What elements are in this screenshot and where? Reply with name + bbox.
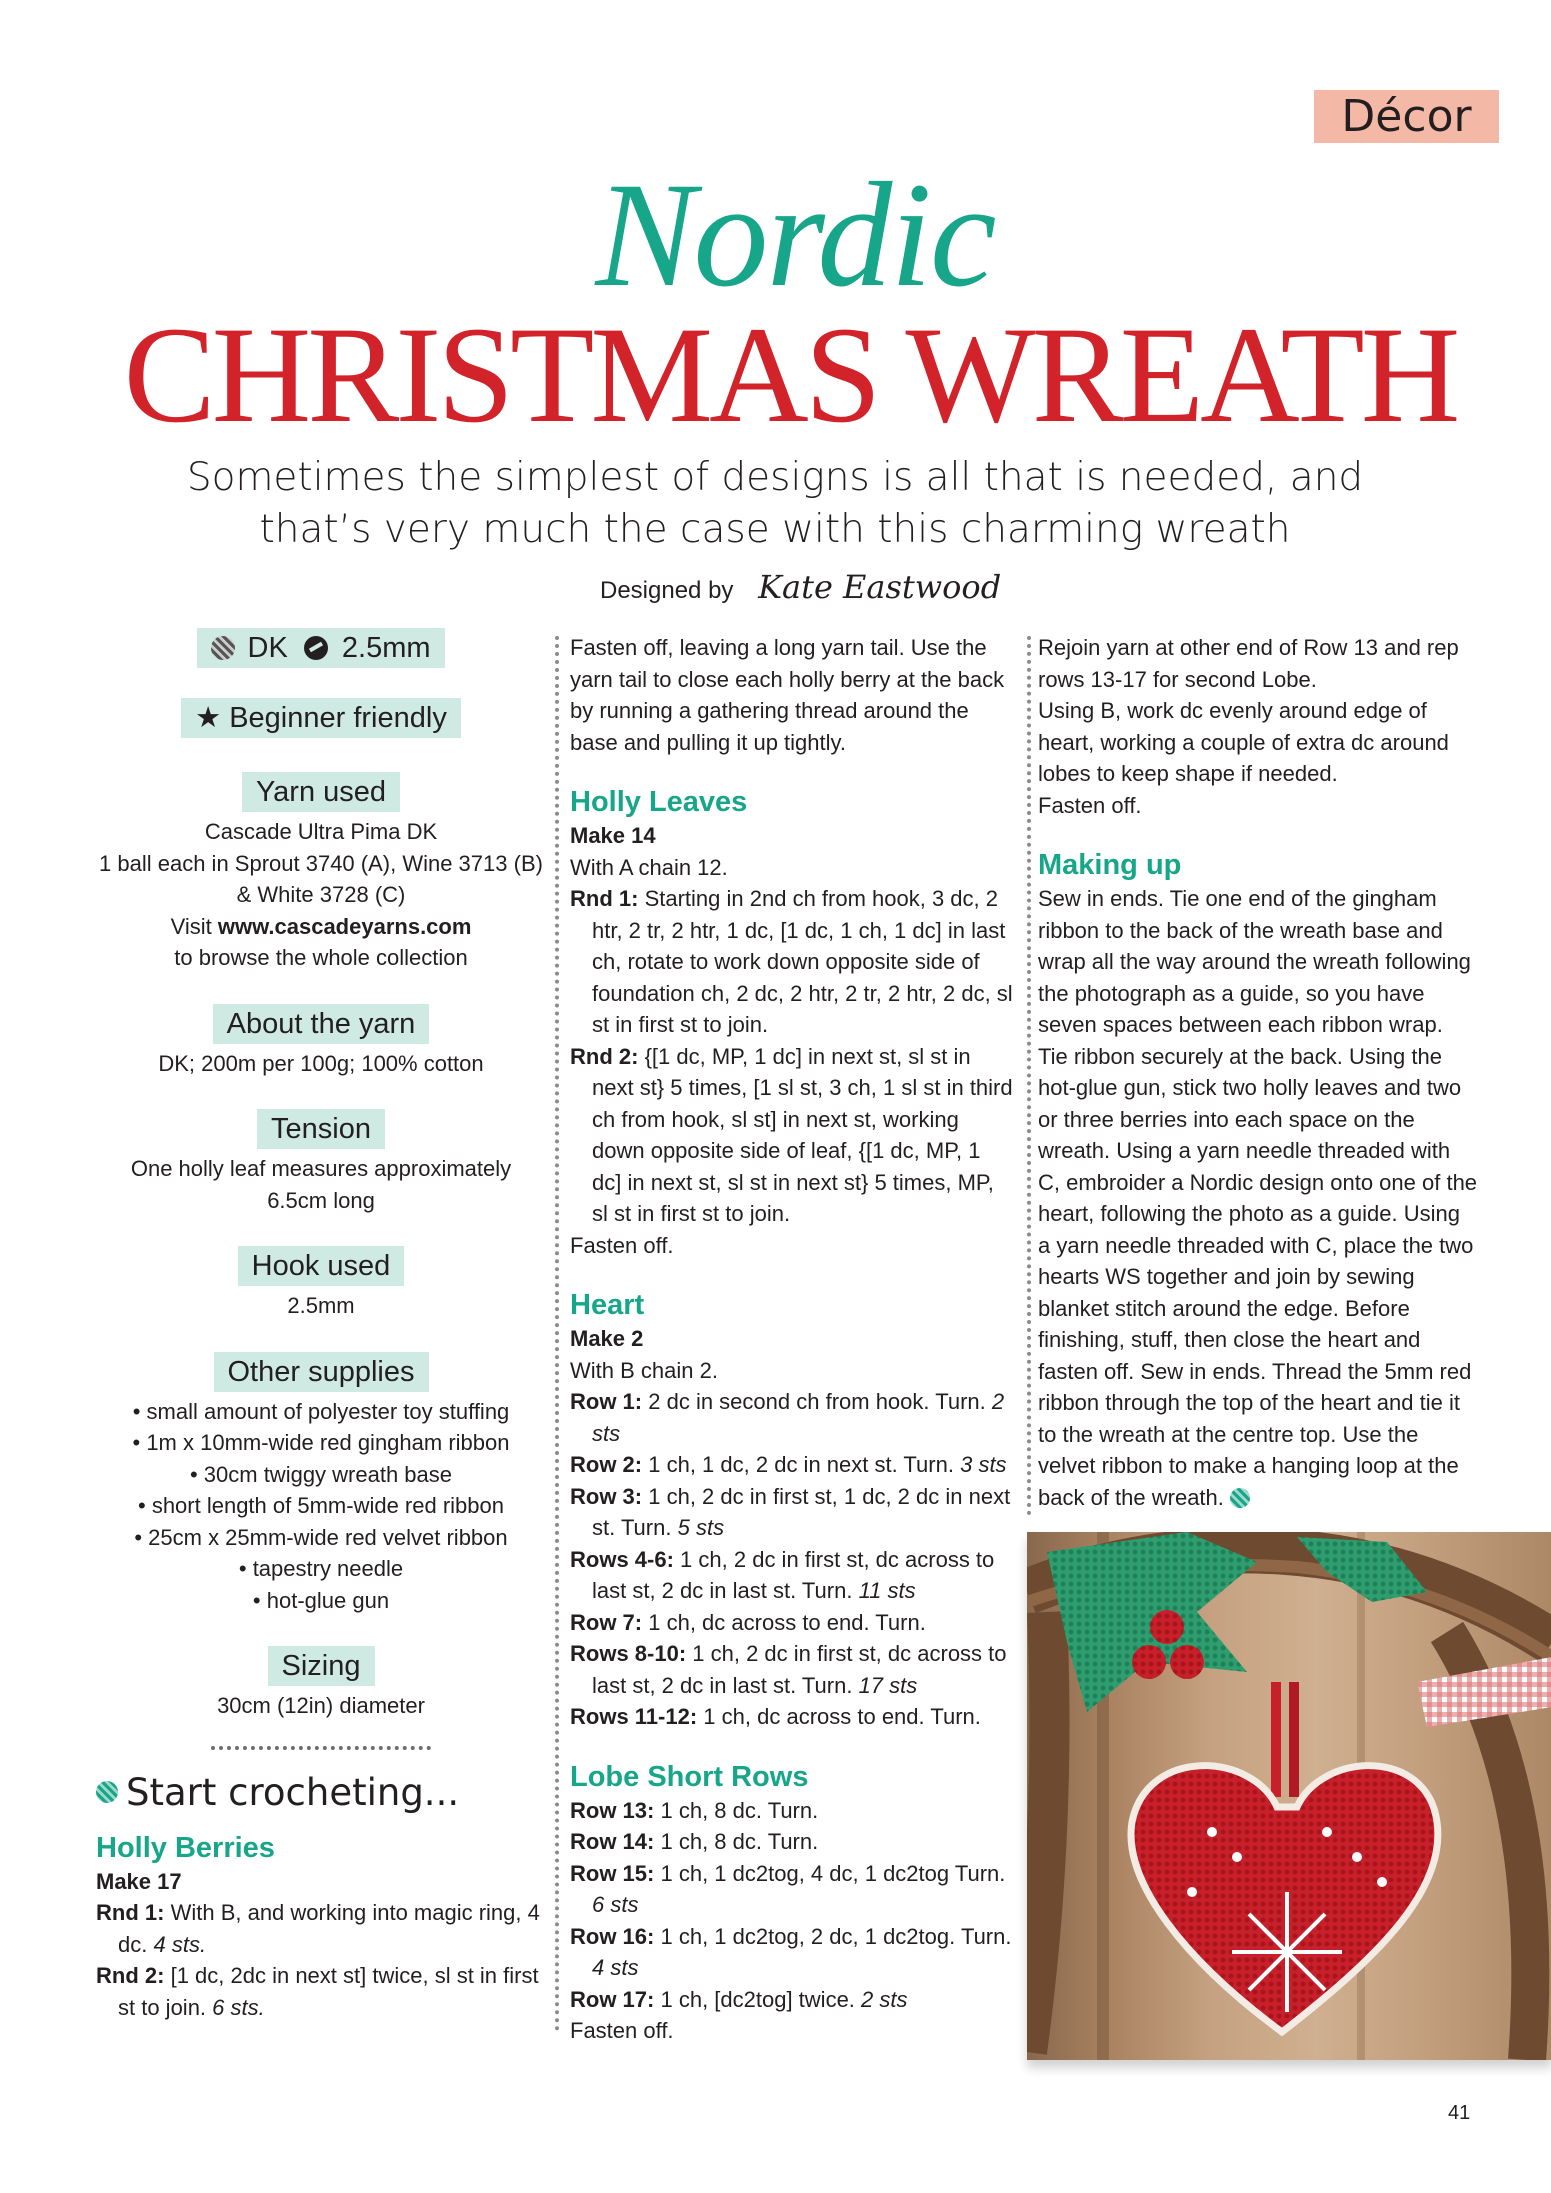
yarn-used-heading: Yarn used — [242, 772, 400, 812]
heart-make: Make 2 — [570, 1326, 644, 1351]
row-count: 6 sts — [592, 1892, 639, 1917]
pattern-column-2 — [570, 632, 1015, 2047]
row-text: 1 ch, 1 dc2tog, 4 dc, 1 dc2tog Turn. — [660, 1860, 1006, 1886]
hook-used-heading: Hook used — [238, 1246, 405, 1286]
yarn-used-line2: 1 ball each in Sprout 3740 (A), Wine 3713 (B) & White 3728 (C) — [99, 850, 543, 907]
row-label: Rows 11-12: — [570, 1704, 698, 1729]
yarn-used-visit — [96, 911, 546, 943]
hook-size: 2.5mm — [341, 632, 431, 664]
column-divider — [555, 636, 559, 2032]
row-count: 6 sts. — [212, 1994, 265, 2020]
list-item: • 1m x 10mm-wide red gingham ribbon — [132, 1430, 510, 1455]
info-column — [96, 628, 546, 2023]
pattern-row — [96, 1897, 546, 1960]
row-text: 1 ch, dc across to end. Turn. — [703, 1704, 981, 1729]
holly-berries-make: Make 17 — [96, 1868, 182, 1894]
row-text: 2 dc in second ch from hook. Turn. — [648, 1389, 986, 1414]
yarn-url[interactable]: www.cascadeyarns.com — [217, 913, 472, 939]
level-pill — [181, 698, 461, 738]
row-text: 1 ch, 8 dc. Turn. — [660, 1797, 819, 1823]
second-lobe-text: Rejoin yarn at other end of Row 13 and rep rows 13-17 for second Lobe. — [1038, 635, 1459, 692]
edging-text: Using B, work dc evenly around edge of heart, working a couple of extra dc around lobes to keep shape if needed. — [1038, 698, 1449, 786]
start-crocheting-heading — [96, 1770, 546, 1816]
making-up-body: Sew in ends. Tie one end of the gingham ribbon to the back of the wreath base and wrap all the way around the wreath following the photograph as a guide, so you have seven spaces between each ribbon wrap. Tie ribbon securely at the back. Using the hot-glue gun, stick two holly leaves and two or three berries into each space on the wreath. Using a yarn needle threaded with C, embroider a Nordic design onto one of the heart, following the photo as a guide. Using a yarn needle threaded with C, place the two hearts WS together and join by sewing blanket stitch around the edge. Before finishing, stuff, then close the heart and fasten off. Sew in ends. Thread the 5mm red ribbon through the top of the heart and tie it to the wreath at the centre top. Use the velvet ribbon to make a hanging loop at the back of the wreath. — [1038, 886, 1478, 1510]
row-label: Rnd 1: — [570, 886, 639, 911]
hook-used-text: 2.5mm — [287, 1293, 355, 1318]
row-label: Row 15: — [570, 1860, 655, 1886]
list-item: • short length of 5mm-wide red ribbon — [138, 1493, 504, 1518]
row-count: 3 sts — [960, 1452, 1007, 1477]
list-item: • small amount of polyester toy stuffing — [132, 1398, 510, 1424]
hook-icon — [304, 636, 328, 660]
row-count: 5 sts — [677, 1515, 725, 1540]
row-label: Rows 4-6: — [570, 1546, 674, 1572]
row-label: Row 7: — [570, 1609, 643, 1635]
byline — [600, 562, 1100, 616]
holly-leaves-intro: With A chain 12. — [570, 854, 728, 880]
yarn-ball-end-icon — [1230, 1488, 1250, 1508]
tension-text: One holly leaf measures approximately 6.5cm long — [130, 1156, 512, 1213]
row-label: Row 14: — [570, 1829, 655, 1854]
list-item: • tapestry needle — [238, 1556, 404, 1581]
row-count: 17 sts — [858, 1672, 918, 1698]
photo-illustration — [1027, 1532, 1551, 2060]
pattern-row — [570, 1826, 1015, 1858]
row-text: 1 ch, 2 dc in first st, dc across to last st, 2 dc in last st. Turn. — [592, 1546, 995, 1603]
title-christmas-wreath: CHRISTMAS WREATH — [123, 298, 1457, 451]
row-text: With B, and working into magic ring, 4 dc. — [118, 1900, 540, 1957]
supplies-list — [96, 1396, 546, 1617]
pattern-row — [570, 883, 1015, 1041]
pattern-row — [570, 1701, 1015, 1733]
row-count: 11 sts — [858, 1578, 916, 1603]
list-item: • 30cm twiggy wreath base — [189, 1461, 453, 1487]
pattern-row — [96, 1960, 546, 2023]
heart-intro: With B chain 2. — [570, 1357, 718, 1383]
spec-pill — [197, 628, 444, 668]
pattern-row — [570, 1795, 1015, 1827]
row-label: Row 1: — [570, 1389, 643, 1414]
list-item: • 25cm x 25mm-wide red velvet ribbon — [134, 1524, 508, 1550]
dotted-divider — [211, 1746, 431, 1750]
holly-leaves-heading: Holly Leaves — [570, 786, 748, 818]
column-divider — [1027, 636, 1031, 1516]
row-label: Row 2: — [570, 1452, 643, 1477]
row-count: 4 sts. — [153, 1931, 207, 1957]
pattern-row — [570, 1638, 1015, 1701]
tension-heading: Tension — [257, 1109, 385, 1149]
row-text: 1 ch, 8 dc. Turn. — [660, 1829, 819, 1854]
row-count: 4 sts — [592, 1955, 639, 1980]
wreath-heart-photo — [1027, 1532, 1551, 2060]
yarn-ball-icon — [211, 636, 235, 660]
byline-label: Designed by — [600, 577, 734, 604]
holly-berries-heading: Holly Berries — [96, 1831, 275, 1864]
row-label: Row 3: — [570, 1483, 643, 1509]
about-yarn-text: DK; 200m per 100g; 100% cotton — [158, 1050, 484, 1076]
holly-berries-finish: Fasten off, leaving a long yarn tail. Use the yarn tail to close each holly berry at the back by running a gathering thread around the base and pulling it up tightly. — [570, 635, 1005, 755]
start-crocheting-text: Start crocheting... — [126, 1770, 460, 1814]
yarn-ball-icon — [96, 1781, 118, 1803]
holly-leaves-make: Make 14 — [570, 823, 656, 848]
level-label: Beginner friendly — [229, 702, 447, 734]
sizing-text: 30cm (12in) diameter — [217, 1693, 425, 1718]
pattern-row — [570, 1984, 1015, 2016]
pattern-row — [570, 1607, 1015, 1639]
visit-label: Visit — [170, 913, 212, 939]
page-number: 41 — [1448, 2102, 1471, 2124]
pattern-row — [570, 1449, 1015, 1481]
row-count: 2 sts — [861, 1986, 908, 2012]
about-yarn-heading: About the yarn — [213, 1004, 430, 1044]
list-item: • hot-glue gun — [252, 1587, 390, 1613]
row-label: Rnd 1: — [96, 1900, 165, 1925]
pattern-row — [570, 1041, 1015, 1230]
lobe-heading: Lobe Short Rows — [570, 1760, 809, 1793]
row-label: Rows 8-10: — [570, 1641, 687, 1666]
yarn-weight: DK — [247, 632, 288, 664]
row-label: Rnd 2: — [96, 1963, 165, 1988]
yarn-used-line1: Cascade Ultra Pima DK — [204, 819, 438, 844]
section-tag: Décor — [1314, 90, 1499, 143]
heart-rows — [570, 1386, 1015, 1733]
designer-signature: Kate Eastwood — [758, 568, 1002, 606]
row-label: Rnd 2: — [570, 1043, 639, 1069]
pattern-row — [570, 1858, 1015, 1921]
row-label: Row 16: — [570, 1923, 655, 1949]
row-text: Starting in 2nd ch from hook, 3 dc, 2 htr, 2 tr, 2 htr, 1 dc, [1 dc, 1 ch, 1 dc] in last ch, rotate to work down opposite side of foundation ch, 2 dc, 2 htr, 2 tr, 2 htr, 2 dc, sl st in first st to join. — [592, 886, 1013, 1037]
pattern-row — [570, 1921, 1015, 1984]
row-text: 1 ch, 2 dc in first st, dc across to last st, 2 dc in last st. Turn. — [592, 1641, 1007, 1698]
row-text: 1 ch, 2 dc in first st, 1 dc, 2 dc in next st. Turn. — [592, 1483, 1011, 1540]
holly-berries-section — [96, 1830, 546, 2024]
pattern-row — [570, 1544, 1015, 1607]
sizing-heading: Sizing — [268, 1646, 375, 1686]
holly-leaves-end: Fasten off. — [570, 1232, 674, 1258]
title-nordic: Nordic — [595, 152, 995, 318]
other-supplies-heading: Other supplies — [214, 1352, 429, 1392]
heart-heading: Heart — [570, 1289, 645, 1321]
pattern-row — [570, 1386, 1015, 1449]
lobe-end: Fasten off. — [570, 2018, 674, 2043]
row-text: 1 ch, [dc2tog] twice. — [660, 1986, 855, 2012]
making-up-text — [1038, 883, 1478, 1513]
fasten-off-text: Fasten off. — [1038, 792, 1142, 818]
row-text: 1 ch, 1 dc, 2 dc in next st. Turn. — [648, 1452, 954, 1477]
pattern-row — [570, 1481, 1015, 1544]
star-icon: ★ — [195, 702, 222, 734]
row-count: 2 sts — [592, 1389, 1005, 1446]
lobe-rows — [570, 1795, 1015, 2016]
row-text: {[1 dc, MP, 1 dc] in next st, sl st in next st} 5 times, [1 sl st, 3 ch, 1 sl st in third ch from hook, sl st] in next st, working down opposite side of leaf, {[1 dc, MP, 1 dc] in next st, sl st in next st} 5 times, MP, sl st in first st to join. — [592, 1043, 1013, 1226]
yarn-used-line3: to browse the whole collection — [174, 945, 468, 970]
row-label: Row 17: — [570, 1986, 655, 2012]
row-label: Row 13: — [570, 1797, 655, 1823]
pattern-column-3 — [1038, 632, 1478, 1513]
row-text: [1 dc, 2dc in next st] twice, sl st in first st to join. — [118, 1963, 539, 2020]
row-text: 1 ch, 1 dc2tog, 2 dc, 1 dc2tog. Turn. — [660, 1923, 1012, 1949]
standfirst: Sometimes the simplest of designs is all that is needed, and that’s very much the case with this charming wreath — [186, 455, 1364, 552]
making-up-heading: Making up — [1038, 849, 1182, 881]
row-text: 1 ch, dc across to end. Turn. — [648, 1609, 926, 1635]
